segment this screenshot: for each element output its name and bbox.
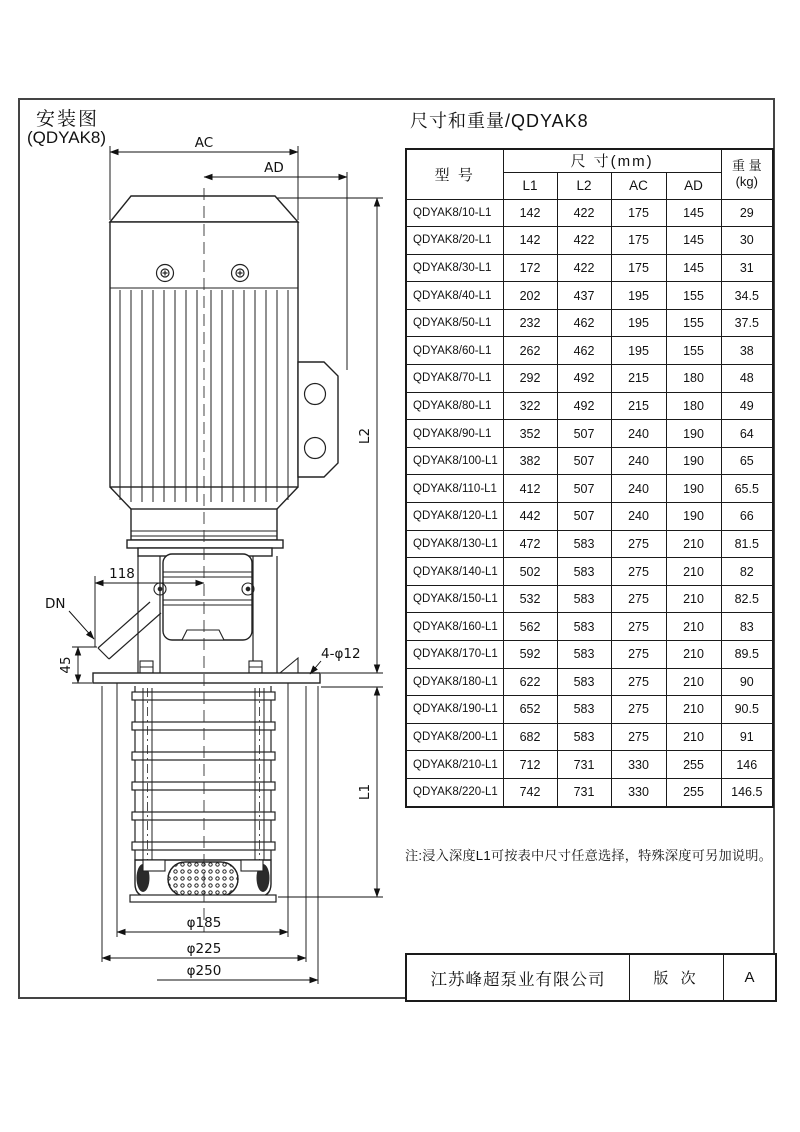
value-cell: 210: [666, 668, 721, 696]
value-cell: 180: [666, 365, 721, 393]
model-cell: QDYAK8/200-L1: [406, 723, 503, 751]
table-row: [406, 751, 773, 779]
model-cell: QDYAK8/140-L1: [406, 558, 503, 586]
value-cell: 190: [666, 475, 721, 503]
value-cell: 275: [611, 613, 666, 641]
model-cell: QDYAK8/80-L1: [406, 392, 503, 420]
col-header-ac: AC: [611, 172, 666, 199]
model-cell: QDYAK8/180-L1: [406, 668, 503, 696]
value-cell: 275: [611, 723, 666, 751]
value-cell: 731: [557, 778, 611, 806]
value-cell: 31: [721, 254, 773, 282]
value-cell: 492: [557, 365, 611, 393]
model-cell: QDYAK8/90-L1: [406, 420, 503, 448]
value-cell: 210: [666, 585, 721, 613]
table-row: [406, 282, 773, 310]
value-cell: 38: [721, 337, 773, 365]
value-cell: 49: [721, 392, 773, 420]
value-cell: 275: [611, 530, 666, 558]
dim-label-ad: AD: [264, 160, 284, 176]
value-cell: 583: [557, 613, 611, 641]
value-cell: 622: [503, 668, 557, 696]
pump-outline: [93, 196, 338, 984]
model-cell: QDYAK8/60-L1: [406, 337, 503, 365]
value-cell: 442: [503, 503, 557, 531]
model-cell: QDYAK8/190-L1: [406, 696, 503, 724]
value-cell: 422: [557, 227, 611, 255]
value-cell: 89.5: [721, 641, 773, 669]
value-cell: 462: [557, 309, 611, 337]
model-cell: QDYAK8/220-L1: [406, 778, 503, 806]
value-cell: 190: [666, 447, 721, 475]
model-cell: QDYAK8/50-L1: [406, 309, 503, 337]
value-cell: 255: [666, 751, 721, 779]
value-cell: 210: [666, 723, 721, 751]
value-cell: 583: [557, 641, 611, 669]
value-cell: 240: [611, 503, 666, 531]
model-cell: QDYAK8/120-L1: [406, 503, 503, 531]
value-cell: 65.5: [721, 475, 773, 503]
value-cell: 322: [503, 392, 557, 420]
col-header-model: 型 号: [406, 149, 503, 199]
revision-label: 版 次: [630, 955, 724, 1000]
table-row: [406, 420, 773, 448]
value-cell: 29: [721, 199, 773, 227]
table-row: [406, 723, 773, 751]
value-cell: 472: [503, 530, 557, 558]
value-cell: 502: [503, 558, 557, 586]
value-cell: 66: [721, 503, 773, 531]
table-row: [406, 558, 773, 586]
weight-unit: (kg): [735, 174, 758, 190]
value-cell: 255: [666, 778, 721, 806]
table-row: [406, 668, 773, 696]
table-row: [406, 337, 773, 365]
table-row: [406, 309, 773, 337]
value-cell: 180: [666, 392, 721, 420]
model-cell: QDYAK8/40-L1: [406, 282, 503, 310]
value-cell: 210: [666, 641, 721, 669]
value-cell: 275: [611, 585, 666, 613]
weight-label: 重 量: [731, 158, 762, 173]
value-cell: 146.5: [721, 778, 773, 806]
col-header-dims: 尺 寸(mm): [503, 149, 721, 172]
value-cell: 330: [611, 751, 666, 779]
stage-stack: [132, 686, 275, 860]
value-cell: 215: [611, 392, 666, 420]
dim-label-dia250: φ250: [186, 963, 222, 979]
value-cell: 90: [721, 668, 773, 696]
value-cell: 82: [721, 558, 773, 586]
table-row: [406, 641, 773, 669]
table-note: 注:浸入深度L1可按表中尺寸任意选择，特殊深度可另加说明。: [405, 848, 773, 863]
value-cell: 215: [611, 365, 666, 393]
value-cell: 145: [666, 199, 721, 227]
value-cell: 712: [503, 751, 557, 779]
table-row: [406, 199, 773, 227]
model-cell: QDYAK8/170-L1: [406, 641, 503, 669]
value-cell: 83: [721, 613, 773, 641]
value-cell: 422: [557, 254, 611, 282]
model-cell: QDYAK8/100-L1: [406, 447, 503, 475]
value-cell: 583: [557, 668, 611, 696]
col-header-l1: L1: [503, 172, 557, 199]
model-cell: QDYAK8/210-L1: [406, 751, 503, 779]
table-row: [406, 392, 773, 420]
table-title: 尺寸和重量/QDYAK8: [410, 111, 589, 131]
table-row: [406, 503, 773, 531]
value-cell: 64: [721, 420, 773, 448]
installation-drawing: [18, 98, 400, 1001]
col-header-ad: AD: [666, 172, 721, 199]
model-cell: QDYAK8/30-L1: [406, 254, 503, 282]
value-cell: 507: [557, 503, 611, 531]
pump-head: [163, 554, 252, 640]
value-cell: 146: [721, 751, 773, 779]
value-cell: 81.5: [721, 530, 773, 558]
value-cell: 210: [666, 696, 721, 724]
value-cell: 262: [503, 337, 557, 365]
value-cell: 275: [611, 696, 666, 724]
value-cell: 210: [666, 613, 721, 641]
dim-label-dia185: φ185: [186, 915, 222, 931]
value-cell: 232: [503, 309, 557, 337]
value-cell: 292: [503, 365, 557, 393]
value-cell: 562: [503, 613, 557, 641]
drawing-model-label: (QDYAK8): [27, 128, 107, 147]
drawing-title: 安装图: [36, 109, 100, 130]
col-header-weight: [721, 149, 773, 199]
value-cell: 240: [611, 447, 666, 475]
table-row: [406, 447, 773, 475]
value-cell: 90.5: [721, 696, 773, 724]
value-cell: 202: [503, 282, 557, 310]
value-cell: 412: [503, 475, 557, 503]
value-cell: 195: [611, 309, 666, 337]
dim-label-dia225: φ225: [186, 941, 222, 957]
dim-label-holes: 4-φ12: [321, 646, 361, 662]
value-cell: 592: [503, 641, 557, 669]
value-cell: 82.5: [721, 585, 773, 613]
value-cell: 48: [721, 365, 773, 393]
value-cell: 195: [611, 282, 666, 310]
value-cell: 507: [557, 420, 611, 448]
value-cell: 175: [611, 227, 666, 255]
value-cell: 195: [611, 337, 666, 365]
title-block: [405, 953, 777, 1002]
value-cell: 37.5: [721, 309, 773, 337]
model-cell: QDYAK8/20-L1: [406, 227, 503, 255]
value-cell: 145: [666, 254, 721, 282]
value-cell: 91: [721, 723, 773, 751]
model-cell: QDYAK8/150-L1: [406, 585, 503, 613]
dim-label-118: 118: [109, 566, 135, 582]
table-row: [406, 227, 773, 255]
discharge-outlet: [98, 602, 161, 659]
value-cell: 175: [611, 199, 666, 227]
dim-label-dn: DN: [45, 596, 66, 612]
value-cell: 275: [611, 641, 666, 669]
value-cell: 731: [557, 751, 611, 779]
value-cell: 145: [666, 227, 721, 255]
table-row: [406, 696, 773, 724]
table-row: [406, 778, 773, 806]
value-cell: 532: [503, 585, 557, 613]
value-cell: 210: [666, 530, 721, 558]
value-cell: 330: [611, 778, 666, 806]
dim-label-45: 45: [58, 656, 74, 674]
model-cell: QDYAK8/10-L1: [406, 199, 503, 227]
value-cell: 210: [666, 558, 721, 586]
value-cell: 652: [503, 696, 557, 724]
dim-label-ac: AC: [194, 135, 214, 151]
revision-value: A: [744, 969, 755, 986]
value-cell: 583: [557, 723, 611, 751]
dimensions-table: [405, 148, 774, 808]
value-cell: 352: [503, 420, 557, 448]
value-cell: 142: [503, 227, 557, 255]
terminal-box: [298, 362, 338, 477]
value-cell: 275: [611, 558, 666, 586]
dim-label-l1: L1: [357, 783, 373, 801]
value-cell: 583: [557, 585, 611, 613]
model-cell: QDYAK8/130-L1: [406, 530, 503, 558]
value-cell: 155: [666, 337, 721, 365]
col-header-l2: L2: [557, 172, 611, 199]
value-cell: 190: [666, 503, 721, 531]
table-body: [406, 199, 773, 807]
dim-label-l2: L2: [357, 427, 373, 445]
value-cell: 240: [611, 420, 666, 448]
table-row: [406, 365, 773, 393]
value-cell: 240: [611, 475, 666, 503]
table-row: [406, 613, 773, 641]
value-cell: 155: [666, 282, 721, 310]
table-row: [406, 530, 773, 558]
value-cell: 275: [611, 668, 666, 696]
value-cell: 175: [611, 254, 666, 282]
value-cell: 507: [557, 447, 611, 475]
model-cell: QDYAK8/70-L1: [406, 365, 503, 393]
value-cell: 492: [557, 392, 611, 420]
table-row: [406, 475, 773, 503]
value-cell: 462: [557, 337, 611, 365]
value-cell: 437: [557, 282, 611, 310]
value-cell: 172: [503, 254, 557, 282]
company-name: 江苏峰超泵业有限公司: [407, 955, 630, 1000]
table-row: [406, 585, 773, 613]
value-cell: 583: [557, 696, 611, 724]
value-cell: 30: [721, 227, 773, 255]
value-cell: 583: [557, 558, 611, 586]
value-cell: 507: [557, 475, 611, 503]
value-cell: 190: [666, 420, 721, 448]
value-cell: 65: [721, 447, 773, 475]
value-cell: 382: [503, 447, 557, 475]
table-row: [406, 254, 773, 282]
value-cell: 422: [557, 199, 611, 227]
model-cell: QDYAK8/160-L1: [406, 613, 503, 641]
model-cell: QDYAK8/110-L1: [406, 475, 503, 503]
value-cell: 142: [503, 199, 557, 227]
value-cell: 583: [557, 530, 611, 558]
value-cell: 34.5: [721, 282, 773, 310]
value-cell: 682: [503, 723, 557, 751]
value-cell: 155: [666, 309, 721, 337]
mounting-plate: [93, 673, 320, 683]
value-cell: 742: [503, 778, 557, 806]
